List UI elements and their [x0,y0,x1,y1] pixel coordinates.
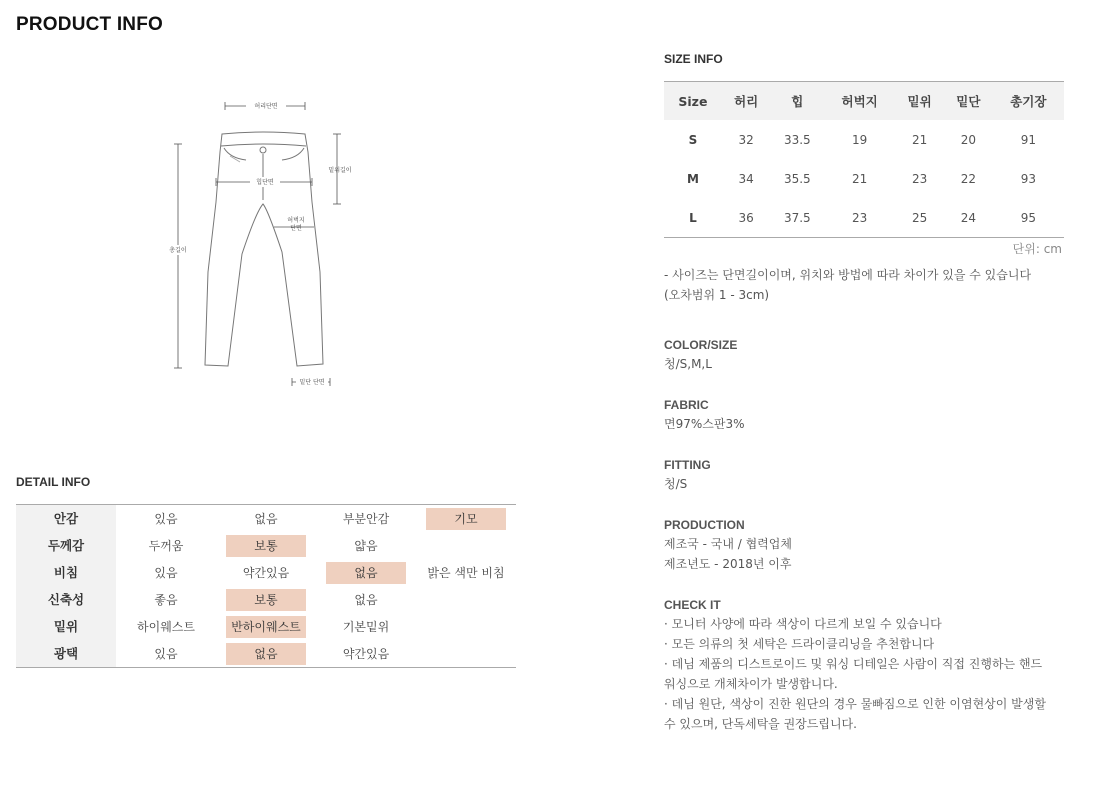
detail-row-lining [16,505,516,532]
check-it-list [664,614,1074,734]
size-col-header: Size [664,82,722,121]
size-cell: 34 [738,171,754,186]
size-row-l [664,198,1064,238]
production-info [664,534,1074,574]
waist-label: 허리단면 [254,103,278,110]
hip-label: 힙단면 [256,179,274,186]
detail-cell-selected: 기모 [426,508,506,530]
size-cell: 19 [852,132,868,147]
detail-cell [426,587,506,609]
detail-row-rise [16,613,516,640]
size-cell: 23 [911,171,928,186]
size-info-label: SIZE INFO [664,52,723,66]
size-cell: M [686,171,699,186]
detail-info-table [16,504,516,668]
detail-row-head: 안감 [16,505,116,532]
size-col-header: 허리 [722,82,771,121]
front-pocket-left [224,148,246,160]
detail-cell: 두꺼움 [148,538,184,553]
detail-cell: 약간있음 [342,646,390,661]
detail-cell: 기본밑위 [342,619,390,634]
size-col-header: 허벅지 [824,82,895,121]
check-it-line: · 데님 제품의 디스트로이드 및 워싱 디테일은 사람이 직접 진행하는 핸드 [664,657,1043,671]
fitting-value: 청/S [664,477,688,491]
detail-cell-selected: 보통 [226,589,306,611]
size-header-row [664,82,1064,121]
production-line: 제조국 - 국내 / 협력업체 [664,537,792,551]
detail-row-head: 비침 [16,559,116,586]
detail-cell [426,614,506,636]
front-pocket-right [282,148,304,160]
check-it-label: CHECK IT [664,598,721,612]
size-cell: 23 [824,198,895,238]
detail-cell: 없음 [354,592,378,607]
detail-cell: 부분안감 [342,511,390,526]
fabric-label: FABRIC [664,398,709,412]
size-unit: 단위: cm [1012,242,1062,256]
detail-row-head: 두께감 [16,532,116,559]
size-cell: 21 [911,132,928,147]
size-cell: 37.5 [771,198,825,238]
detail-row-thickness [16,532,516,559]
size-col-header: 총기장 [993,82,1064,121]
detail-cell: 하이웨스트 [137,619,195,634]
detail-cell: 있음 [154,511,178,526]
detail-cell-selected: 없음 [226,643,306,665]
size-col-header: 밑단 [944,82,993,121]
size-note-line: (오차범위 1 - 3cm) [664,288,770,302]
detail-row-head: 신축성 [16,586,116,613]
check-it-line: 워싱으로 개체차이가 발생합니다. [664,677,838,691]
thigh-label-2: 단면 [290,225,302,232]
detail-cell: 밝은 색만 비침 [427,565,505,580]
detail-cell-selected: 반하이웨스트 [226,616,306,638]
color-size-label: COLOR/SIZE [664,338,738,352]
detail-row-head: 광택 [16,640,116,667]
detail-row-stretch [16,586,516,613]
size-table [664,81,1064,238]
size-cell: S [688,132,698,147]
detail-cell: 얇음 [354,538,378,553]
detail-cell: 있음 [154,646,178,661]
size-row-s [664,120,1064,159]
size-cell: L [664,198,722,238]
production-line: 제조년도 - 2018년 이후 [664,557,792,571]
production-label: PRODUCTION [664,518,745,532]
fabric-value: 면97%스판3% [664,417,745,431]
check-it-line: · 데님 원단, 색상이 진한 원단의 경우 물빠짐으로 인한 이염현상이 발생할 [664,697,1046,711]
size-cell: 33.5 [783,132,811,147]
hem-label: 밑단 단면 [299,379,325,386]
detail-cell: 있음 [154,565,178,580]
waistband-line [221,144,306,146]
detail-cell [426,533,506,555]
detail-cell-selected: 없음 [326,562,406,584]
size-cell: 93 [1020,171,1036,186]
size-note-line: - 사이즈는 단면길이이며, 위치와 방법에 따라 차이가 있을 수 있습니다 [664,268,1032,282]
pants-measurement-diagram [150,92,370,392]
detail-cell: 좋음 [154,592,178,607]
size-cell: 20 [960,132,976,147]
check-it-line: · 모니터 사양에 따라 색상이 다르게 보일 수 있습니다 [664,617,942,631]
size-row-m [664,159,1064,198]
size-col-header: 힙 [771,82,825,121]
detail-cell [426,641,506,663]
size-cell: 24 [944,198,993,238]
size-cell: 32 [738,132,754,147]
size-cell: 25 [895,198,944,238]
color-size-value: 청/S,M,L [664,357,712,371]
size-cell: 91 [1020,132,1036,147]
detail-cell: 없음 [254,511,278,526]
check-it-line: · 모든 의류의 첫 세탁은 드라이클리닝을 추천합니다 [664,637,935,651]
length-label: 총길이 [169,247,187,254]
fitting-label: FITTING [664,458,711,472]
page-title: PRODUCT INFO [16,14,164,35]
size-cell: 22 [960,171,976,186]
size-cell: 95 [993,198,1064,238]
detail-cell-selected: 보통 [226,535,306,557]
size-cell: 21 [852,171,868,186]
size-col-header: 밑위 [895,82,944,121]
detail-row-gloss [16,640,516,667]
pants-outline [205,132,323,366]
button-icon [260,147,266,153]
size-cell: 35.5 [783,171,811,186]
size-note [664,265,1074,305]
thigh-label-1: 허벅지 [287,217,305,224]
rise-label: 밑위길이 [328,167,352,174]
detail-row-transparency [16,559,516,586]
detail-row-head: 밑위 [16,613,116,640]
check-it-line: 수 있으며, 단독세탁을 권장드립니다. [664,717,857,731]
detail-info-label: DETAIL INFO [16,475,91,489]
size-cell: 36 [722,198,771,238]
detail-cell: 약간있음 [242,565,290,580]
